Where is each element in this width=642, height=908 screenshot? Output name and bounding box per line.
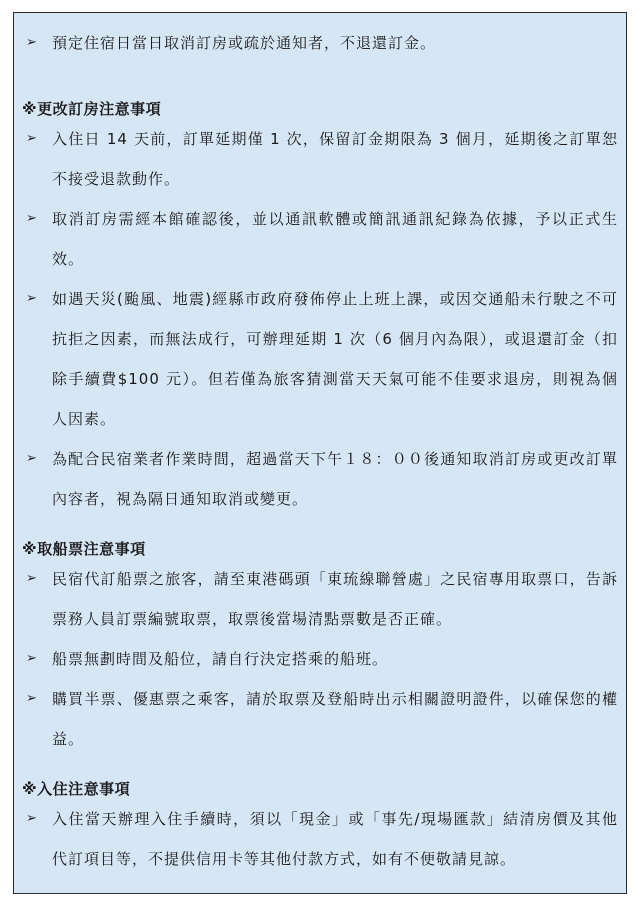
arrow-bullet-icon: ➢ xyxy=(26,291,38,306)
list-item-text: 購買半票、優惠票之乘客，請於取票及登船時出示相關證明證件，以確保您的權益。 xyxy=(52,690,618,748)
arrow-bullet-icon: ➢ xyxy=(26,35,38,50)
list-item-text: 船票無劃時間及船位，請自行決定搭乘的船班。 xyxy=(52,650,389,668)
section-heading-ferry-tickets: ※取船票注意事項 xyxy=(22,540,146,558)
arrow-bullet-icon: ➢ xyxy=(26,651,38,666)
list-item-text: 民宿代訂船票之旅客，請至東港碼頭「東琉線聯營處」之民宿專用取票口，告訴票務人員訂票編號取票，取票後當場清點票數是否正確。 xyxy=(52,570,618,628)
list-item-text: 取消訂房需經本館確認後，並以通訊軟體或簡訊通訊紀錄為依據，予以正式生效。 xyxy=(52,210,618,268)
list-item xyxy=(22,199,618,279)
list-item-text: 為配合民宿業者作業時間，超過當天下午１８：００後通知取消訂房或更改訂單內容者，視為隔日通知取消或變更。 xyxy=(52,450,618,508)
arrow-bullet-icon: ➢ xyxy=(26,451,38,466)
list-item xyxy=(22,279,618,439)
arrow-bullet-icon: ➢ xyxy=(26,211,38,226)
list-item xyxy=(22,679,618,759)
arrow-bullet-icon: ➢ xyxy=(26,811,38,826)
list-item xyxy=(22,559,618,639)
list-item xyxy=(22,799,618,879)
list-item xyxy=(22,119,618,199)
section-heading-change-booking: ※更改訂房注意事項 xyxy=(22,100,162,118)
list-item xyxy=(22,439,618,519)
arrow-bullet-icon: ➢ xyxy=(26,571,38,586)
list-item-text: 入住日 14 天前，訂單延期僅 1 次，保留訂金期限為 3 個月，延期後之訂單恕不接受退款動作。 xyxy=(52,130,618,188)
list-item-text: 如遇天災(颱風、地震)經縣市政府發佈停止上班上課，或因交通船未行駛之不可抗拒之因素，而無法成行，可辦理延期 1 次（6 個月內為限），或退還訂金（扣除手續費$100 元）。但若僅為旅客猜測當天天氣可能不佳要求退房，則視為個人因素。 xyxy=(52,290,618,428)
list-item xyxy=(22,639,618,679)
list-item-text: 入住當天辦理入住手續時，須以「現金」或「事先/現場匯款」結清房價及其他代訂項目等，不提供信用卡等其他付款方式，如有不便敬請見諒。 xyxy=(52,810,618,868)
list-item xyxy=(22,23,618,63)
notice-panel xyxy=(13,12,627,894)
list-item-text: 預定住宿日當日取消訂房或疏於通知者，不退還訂金。 xyxy=(52,34,437,52)
arrow-bullet-icon: ➢ xyxy=(26,691,38,706)
section-heading-check-in: ※入住注意事項 xyxy=(22,780,131,798)
arrow-bullet-icon: ➢ xyxy=(26,131,38,146)
